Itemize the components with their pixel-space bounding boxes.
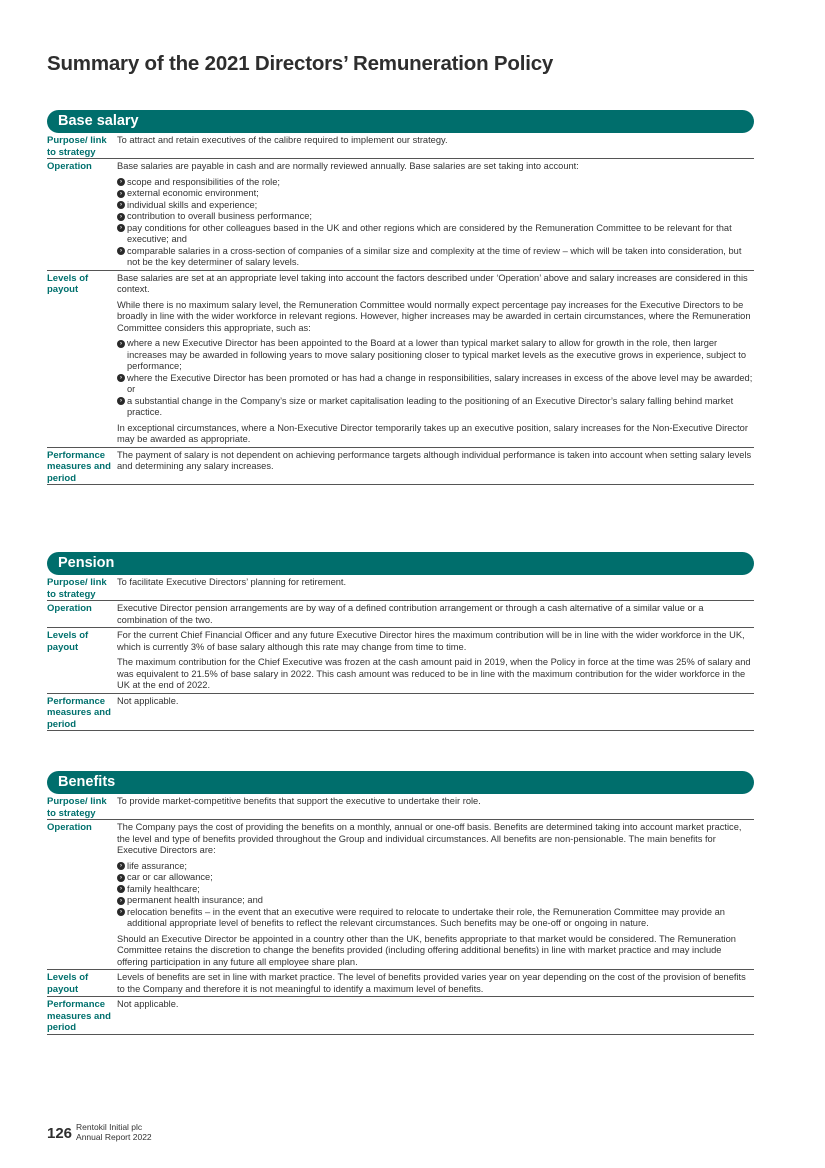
list-item xyxy=(117,338,754,373)
section-pension xyxy=(47,552,754,731)
table-row-performance-measures-and-period xyxy=(47,694,754,732)
table-row-performance-measures-and-period xyxy=(47,997,754,1035)
table-row-purpose-link-to-strategy xyxy=(47,575,754,601)
paragraph: Not applicable. xyxy=(117,695,179,706)
row-content xyxy=(117,271,754,447)
bullet-list xyxy=(117,861,754,930)
list-item xyxy=(117,246,754,269)
paragraph: For the current Chief Financial Officer and any future Executive Director hires the maximum contribution will be in line with the wider workforce in the UK, which is currently 3% of base salary although this rate may change from time to time. xyxy=(117,630,745,652)
row-label: Performance measures and period xyxy=(47,449,111,484)
circle-arrow-right-icon: › xyxy=(117,178,125,186)
row-content xyxy=(117,601,754,627)
row-label: Purpose/ link to strategy xyxy=(47,577,107,600)
paragraph: The payment of salary is not dependent on achieving performance targets although individual performance is taken into account when setting salary levels and determining any salary increases. xyxy=(117,449,752,471)
page-footer xyxy=(47,1122,152,1142)
list-item xyxy=(117,211,754,223)
circle-arrow-right-icon: › xyxy=(117,862,125,870)
paragraph: To attract and retain executives of the calibre required to implement our strategy. xyxy=(117,135,448,145)
row-content xyxy=(117,694,754,731)
row-content xyxy=(117,628,754,693)
table-row-levels-of-payout xyxy=(47,628,754,694)
row-label: Levels of payout xyxy=(47,272,89,295)
row-content xyxy=(117,133,754,158)
circle-arrow-right-icon: › xyxy=(117,201,125,209)
section-rows xyxy=(47,133,754,485)
row-content xyxy=(117,575,754,600)
row-content xyxy=(117,448,754,485)
section-heading: Base salary xyxy=(47,110,754,133)
paragraph: While there is no maximum salary level, the Remuneration Committee would normally expect percentage pay increases for the Executive Directors to be broadly in line with the wider workforce in relevant regions. However, higher increases may be awarded in certain circumstances, where the Remuneration Committee considers this appropriate, such as: xyxy=(117,299,751,333)
footer-report: Annual Report 2022 xyxy=(76,1132,152,1142)
paragraph: Levels of benefits are set in line with market practice. The level of benefits provided varies year on year depending on the cost of the provision of benefits to the Company and therefore it is not meaningful to identify a maximum level of benefits. xyxy=(117,972,746,994)
bullet-list xyxy=(117,338,754,419)
table-row-performance-measures-and-period xyxy=(47,448,754,486)
row-label: Operation xyxy=(47,161,92,172)
section-heading: Pension xyxy=(47,552,754,575)
row-label: Performance measures and period xyxy=(47,695,111,730)
list-item-text: relocation benefits – in the event that an executive were required to relocate to undertake their role, the Remuneration Committee may provide an additional appropriate level of benefits to reflect the relevant circumstances. Such benefits may be one-off or ongoing in nature. xyxy=(127,906,725,928)
row-label: Purpose/ link to strategy xyxy=(47,796,107,819)
section-heading: Benefits xyxy=(47,771,754,794)
circle-arrow-right-icon: › xyxy=(117,190,125,198)
list-item xyxy=(117,895,754,907)
list-item-text: family healthcare; xyxy=(127,883,200,894)
list-item xyxy=(117,907,754,930)
row-label: Operation xyxy=(47,603,92,614)
bullet-list xyxy=(117,177,754,269)
section-benefits xyxy=(47,771,754,1035)
list-item xyxy=(117,188,754,200)
circle-arrow-right-icon: › xyxy=(117,908,125,916)
list-item xyxy=(117,861,754,873)
list-item-text: contribution to overall business performance; xyxy=(127,211,313,221)
paragraph: In exceptional circumstances, where a Non-Executive Director temporarily takes up an executive position, salary increases for the Non-Executive Director may be awarded as appropriate. xyxy=(117,422,748,444)
footer-company: Rentokil Initial plc xyxy=(76,1122,143,1132)
circle-arrow-right-icon: › xyxy=(117,874,125,882)
list-item-text: individual skills and experience; xyxy=(127,199,258,210)
list-item-text: car or car allowance; xyxy=(127,872,213,882)
circle-arrow-right-icon: › xyxy=(117,213,125,221)
table-row-purpose-link-to-strategy xyxy=(47,133,754,159)
row-label: Levels of payout xyxy=(47,972,89,995)
page-number: 126 xyxy=(47,1125,73,1142)
paragraph: Base salaries are set at an appropriate level taking into account the factors described under ‘Operation’ above and salary increases are considered in this context. xyxy=(117,272,748,294)
paragraph: Not applicable. xyxy=(117,999,179,1009)
row-label: Operation xyxy=(47,822,92,833)
list-item-text: permanent health insurance; and xyxy=(127,895,263,905)
list-item xyxy=(117,223,754,246)
list-item-text: where the Executive Director has been promoted or has had a change in responsibilities, salary increases in excess of the above level may be awarded; or xyxy=(127,372,753,394)
row-content xyxy=(117,159,754,270)
table-row-purpose-link-to-strategy xyxy=(47,794,754,820)
circle-arrow-right-icon: › xyxy=(117,897,125,905)
row-content xyxy=(117,970,754,996)
list-item xyxy=(117,373,754,396)
table-row-operation xyxy=(47,820,754,970)
circle-arrow-right-icon: › xyxy=(117,397,125,405)
section-rows xyxy=(47,794,754,1035)
circle-arrow-right-icon: › xyxy=(117,247,125,255)
circle-arrow-right-icon: › xyxy=(117,224,125,232)
footer-text xyxy=(76,1122,152,1142)
paragraph: Executive Director pension arrangements are by way of a defined contribution arrangement or through a cash alternative of a similar value or a combination of the two. xyxy=(117,603,704,625)
table-row-operation xyxy=(47,601,754,628)
list-item-text: life assurance; xyxy=(127,860,187,871)
row-content xyxy=(117,820,754,969)
row-label: Purpose/ link to strategy xyxy=(47,135,107,158)
table-row-levels-of-payout xyxy=(47,970,754,997)
circle-arrow-right-icon: › xyxy=(117,885,125,893)
list-item-text: a substantial change in the Company’s size or market capitalisation leading to the positioning of an Executive Director’s salary falling behind market practice. xyxy=(127,395,734,417)
list-item-text: comparable salaries in a cross-section of companies of a similar size and complexity at the time of review – which will be taken into consideration, but not be the key determiner of salary levels. xyxy=(127,245,742,267)
row-content xyxy=(117,794,754,819)
section-rows xyxy=(47,575,754,731)
paragraph: Should an Executive Director be appointed in a country other than the UK, benefits appropriate to that market would be considered. The Remuneration Committee retains the discretion to change the benefits provided (including offering additional benefits) in line with market practice and may include offering participation in any future all employee share plan. xyxy=(117,933,736,967)
section-base-salary xyxy=(47,110,754,485)
paragraph: The maximum contribution for the Chief Executive was frozen at the cash amount paid in 2019, when the Policy in force at the time was 25% of salary and was equivalent to 21.5% of base salary in 2022. This cash amount was reduced to be in line with the maximum contribution for the wider workforce in the UK at the end of 2022. xyxy=(117,657,751,690)
list-item-text: scope and responsibilities of the role; xyxy=(127,176,280,187)
page-title: Summary of the 2021 Directors’ Remuneration Policy xyxy=(47,52,554,75)
list-item-text: external economic environment; xyxy=(127,188,259,198)
list-item-text: where a new Executive Director has been appointed to the Board at a lower than typical market salary to allow for growth in the role, then larger increases may be awarded in following years to move salary positioning closer to typical market levels as the executive grows in experience, subject to performance; xyxy=(127,338,747,371)
list-item xyxy=(117,884,754,896)
circle-arrow-right-icon: › xyxy=(117,374,125,382)
row-label: Levels of payout xyxy=(47,630,89,653)
list-item xyxy=(117,396,754,419)
paragraph: The Company pays the cost of providing the benefits on a monthly, annual or one-off basis. Benefits are determined taking into account market practice, the level and type of benefits provided throughout the Group and individual circumstances. All benefits are non-pensionable. The main benefits for Executive Directors are: xyxy=(117,822,742,855)
row-content xyxy=(117,997,754,1034)
list-item xyxy=(117,200,754,212)
table-row-levels-of-payout xyxy=(47,271,754,448)
list-item-text: pay conditions for other colleagues based in the UK and other regions which are considered by the Remuneration Committee to be relevant for that executive; and xyxy=(127,222,732,244)
paragraph: To facilitate Executive Directors’ planning for retirement. xyxy=(117,577,347,587)
row-label: Performance measures and period xyxy=(47,999,111,1033)
paragraph: Base salaries are payable in cash and are normally reviewed annually. Base salaries are set taking into account: xyxy=(117,161,579,171)
table-row-operation xyxy=(47,159,754,271)
circle-arrow-right-icon: › xyxy=(117,340,125,348)
list-item xyxy=(117,177,754,189)
paragraph: To provide market-competitive benefits that support the executive to undertake their role. xyxy=(117,796,481,806)
list-item xyxy=(117,872,754,884)
